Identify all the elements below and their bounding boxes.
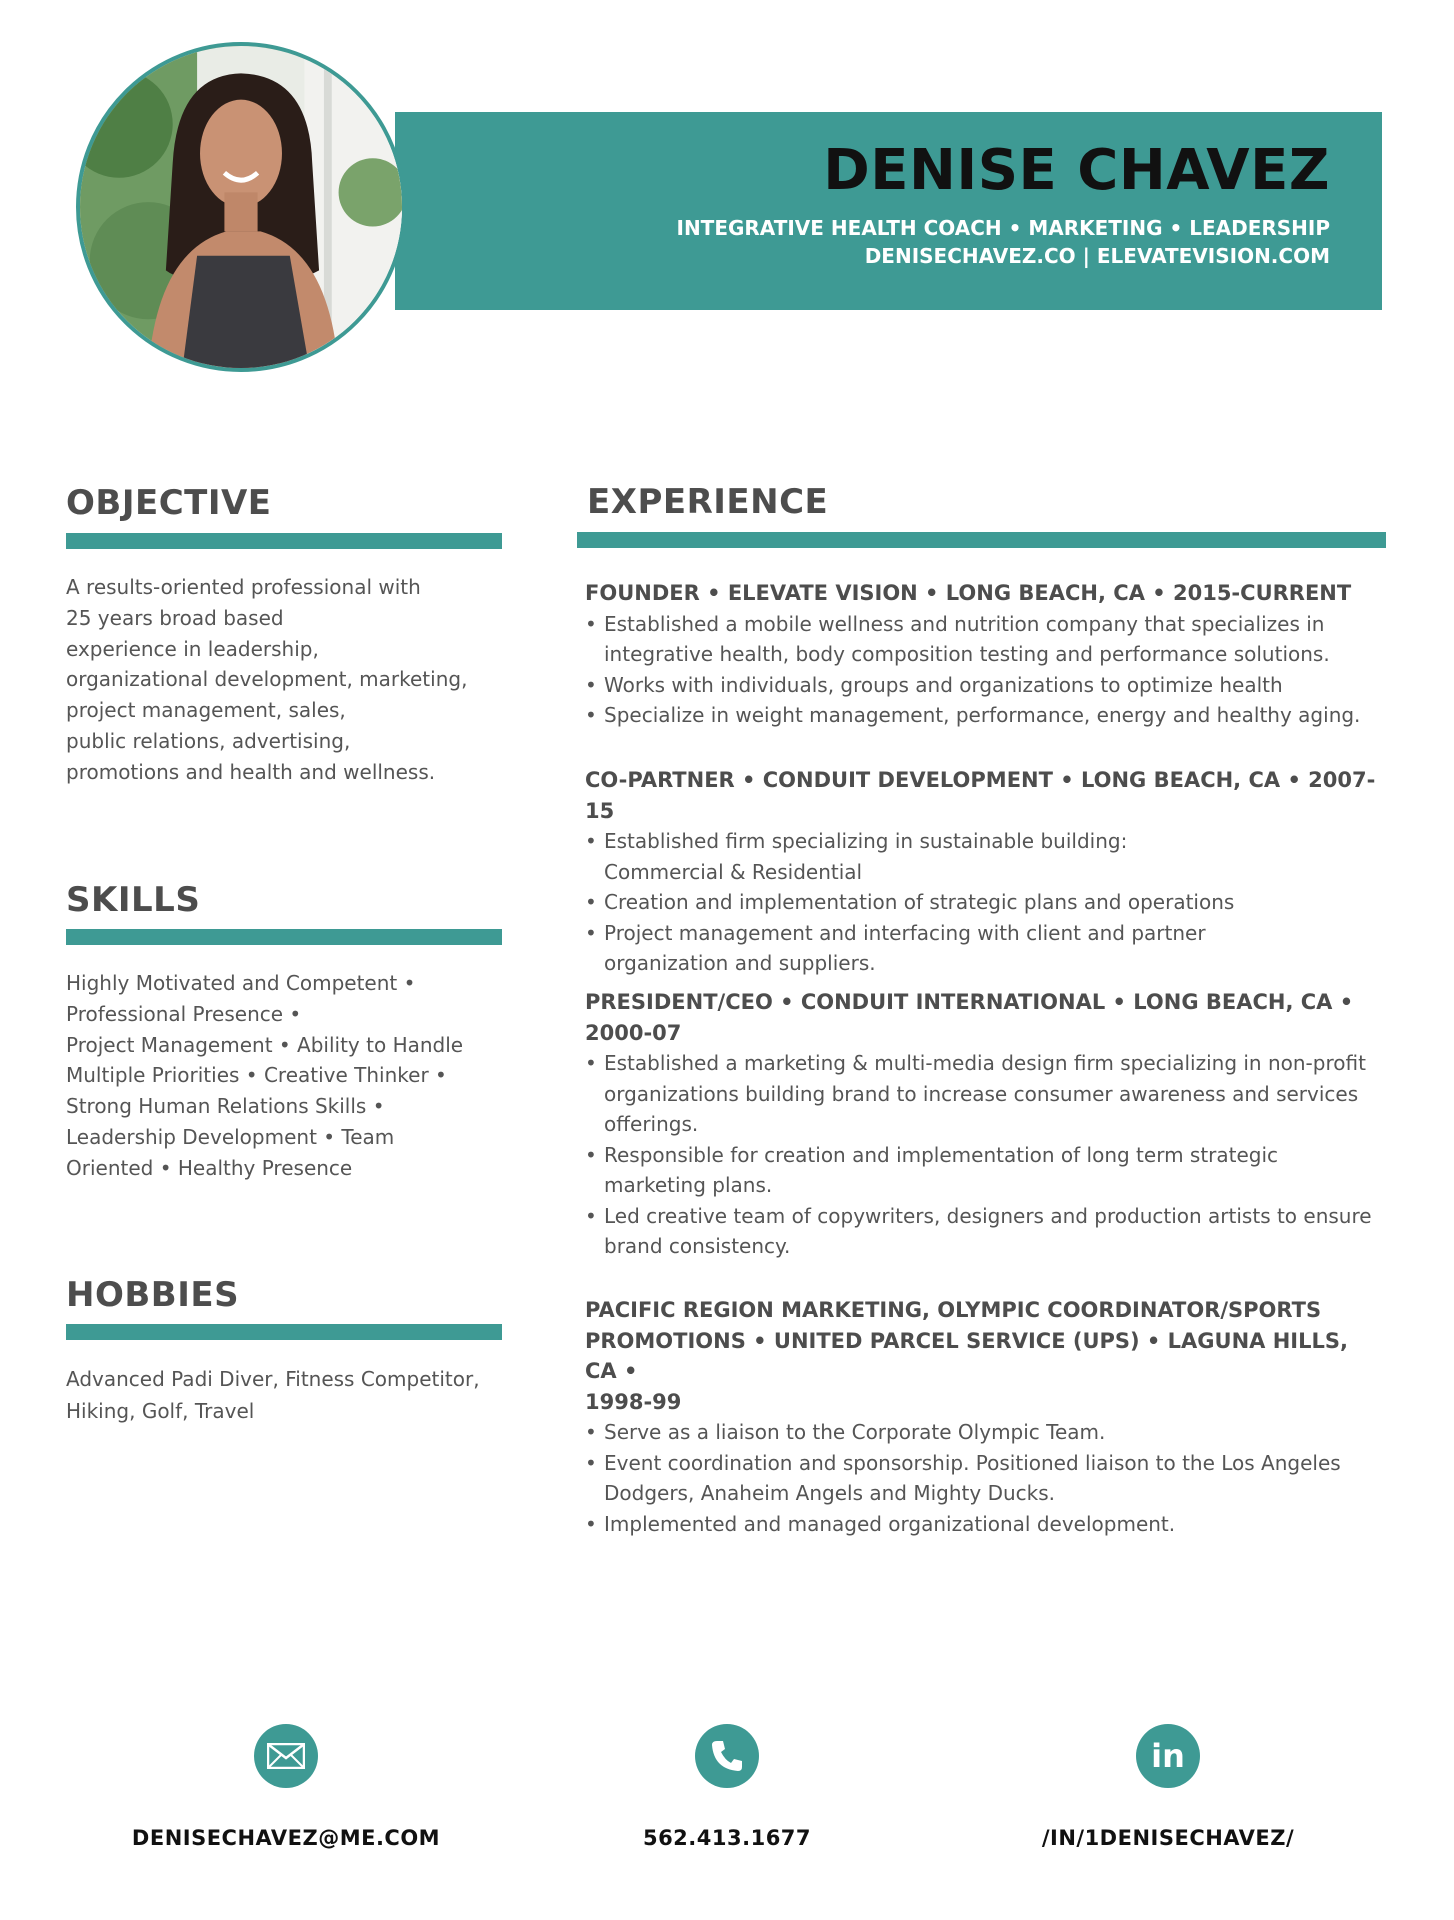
objective-line: organizational development, marketing, [66, 667, 468, 692]
hobbies-text [66, 1363, 506, 1427]
profile-photo [76, 42, 406, 372]
job-entry-founder [585, 578, 1385, 731]
objective-line: A results-oriented professional with [66, 575, 421, 599]
phone-icon [695, 1724, 759, 1788]
job-bullet [585, 1201, 1385, 1262]
job-bullet [585, 700, 1385, 731]
job-title: PACIFIC REGION MARKETING, OLYMPIC COORDINATOR/SPORTS [585, 1298, 1322, 1322]
hobbies-line: Hiking, Golf, Travel [66, 1399, 255, 1423]
bullet-line: • Established a mobile wellness and nutrition company that specializes in [604, 611, 1325, 636]
skills-text [66, 968, 506, 1184]
skills-line: Leadership Development • Team [66, 1124, 395, 1149]
skills-line: Highly Motivated and Competent • [66, 971, 416, 995]
hobbies-divider [66, 1324, 502, 1340]
bullet-line: marketing plans. [604, 1173, 773, 1197]
bullet-line: Dodgers, Anaheim Angels and Mighty Ducks. [604, 1481, 1056, 1505]
bullet-line: Commercial & Residential [604, 859, 863, 884]
job-bullets [585, 609, 1385, 731]
skills-line: Oriented • Healthy Presence [66, 1155, 353, 1180]
job-title: PROMOTIONS • UNITED PARCEL SERVICE (UPS) • LAGUNA HILLS, CA • [585, 1328, 1348, 1383]
bullet-line: organizations building brand to increase consumer awareness and services [604, 1081, 1359, 1106]
job-bullet [585, 887, 1385, 918]
bullet-line: • Serve as a liaison to the Corporate Olympic Team. [604, 1420, 1106, 1444]
objective-divider [66, 533, 502, 549]
job-bullet [585, 670, 1385, 701]
objective-line: 25 years broad based [66, 605, 284, 630]
bullet-line: • Established a marketing & multi-media design firm specializing in non-profit [604, 1051, 1366, 1075]
tagline: INTEGRATIVE HEALTH COACH • MARKETING • LEADERSHIP [676, 216, 1330, 240]
bullet-line: integrative health, body composition testing and performance solutions. [604, 642, 1330, 666]
phone-number[interactable]: 562.413.1677 [642, 1826, 812, 1850]
bullet-line: brand consistency. [604, 1234, 791, 1258]
contact-phone[interactable] [547, 1724, 907, 1850]
linkedin-icon-text: in [1151, 1737, 1185, 1775]
job-bullet [585, 1448, 1385, 1509]
job-title: 2000-07 [585, 1020, 682, 1045]
job-bullet [585, 918, 1385, 979]
objective-heading: OBJECTIVE [66, 483, 272, 523]
objective-line: project management, sales, [66, 698, 346, 723]
skills-line: Multiple Priorities • Creative Thinker • [66, 1063, 447, 1088]
job-entry-co-partner [585, 765, 1385, 979]
candidate-name: DENISE CHAVEZ [823, 138, 1330, 203]
skills-line: Professional Presence • [66, 1001, 302, 1026]
websites: DENISECHAVEZ.CO | ELEVATEVISION.COM [864, 244, 1330, 268]
job-bullet [585, 826, 1385, 887]
contact-linkedin[interactable] [988, 1724, 1348, 1850]
job-bullet [585, 1417, 1385, 1448]
bullet-line: • Established firm specializing in sustainable building: [604, 829, 1128, 853]
bullet-line: offerings. [604, 1112, 699, 1136]
job-entry-ups [585, 1295, 1385, 1539]
envelope-icon [254, 1724, 318, 1788]
bullet-line: • Led creative team of copywriters, designers and production artists to ensure [604, 1203, 1372, 1228]
bullet-line: • Responsible for creation and implementation of long term strategic [604, 1142, 1279, 1167]
job-title: 1998-99 [585, 1389, 682, 1414]
job-bullet [585, 1509, 1385, 1540]
linkedin-icon [1136, 1724, 1200, 1788]
job-bullet [585, 1048, 1385, 1140]
experience-divider [577, 532, 1386, 548]
job-bullet [585, 1140, 1385, 1201]
job-title: CO-PARTNER • CONDUIT DEVELOPMENT • LONG BEACH, CA • 2007-15 [585, 768, 1376, 823]
bullet-line: • Specialize in weight management, performance, energy and healthy aging. [604, 703, 1361, 727]
bullet-line: • Implemented and managed organizational development. [604, 1511, 1176, 1536]
experience-heading: EXPERIENCE [587, 482, 829, 522]
objective-line: promotions and health and wellness. [66, 759, 436, 784]
objective-line: experience in leadership, [66, 636, 319, 661]
job-entry-president-ceo [585, 987, 1385, 1262]
bullet-line: • Event coordination and sponsorship. Positioned liaison to the Los Angeles [604, 1450, 1341, 1475]
bullet-line: organization and suppliers. [604, 951, 876, 975]
header-banner [395, 112, 1382, 310]
job-title: PRESIDENT/CEO • CONDUIT INTERNATIONAL • LONG BEACH, CA • [585, 990, 1354, 1014]
skills-line: Strong Human Relations Skills • [66, 1094, 385, 1119]
bullet-line: • Creation and implementation of strategic plans and operations [604, 890, 1235, 914]
job-bullets [585, 826, 1385, 979]
job-bullets [585, 1417, 1385, 1539]
profile-photo-illustration [80, 46, 402, 368]
objective-line: public relations, advertising, [66, 728, 351, 753]
email-address[interactable]: DENISECHAVEZ@ME.COM [131, 1826, 441, 1850]
skills-heading: SKILLS [66, 880, 201, 920]
objective-text [66, 572, 506, 788]
skills-line: Project Management • Ability to Handle [66, 1032, 464, 1057]
bullet-line: • Project management and interfacing with client and partner [604, 920, 1206, 945]
hobbies-heading: HOBBIES [66, 1275, 240, 1315]
job-bullets [585, 1048, 1385, 1262]
bullet-line: • Works with individuals, groups and organizations to optimize health [604, 672, 1283, 697]
skills-divider [66, 929, 502, 945]
job-bullet [585, 609, 1385, 670]
contact-email[interactable] [106, 1724, 466, 1850]
job-title: FOUNDER • ELEVATE VISION • LONG BEACH, CA • 2015-CURRENT [585, 581, 1352, 605]
hobbies-line: Advanced Padi Diver, Fitness Competitor, [66, 1367, 480, 1391]
linkedin-handle[interactable]: /IN/1DENISECHAVEZ/ [1041, 1826, 1295, 1850]
